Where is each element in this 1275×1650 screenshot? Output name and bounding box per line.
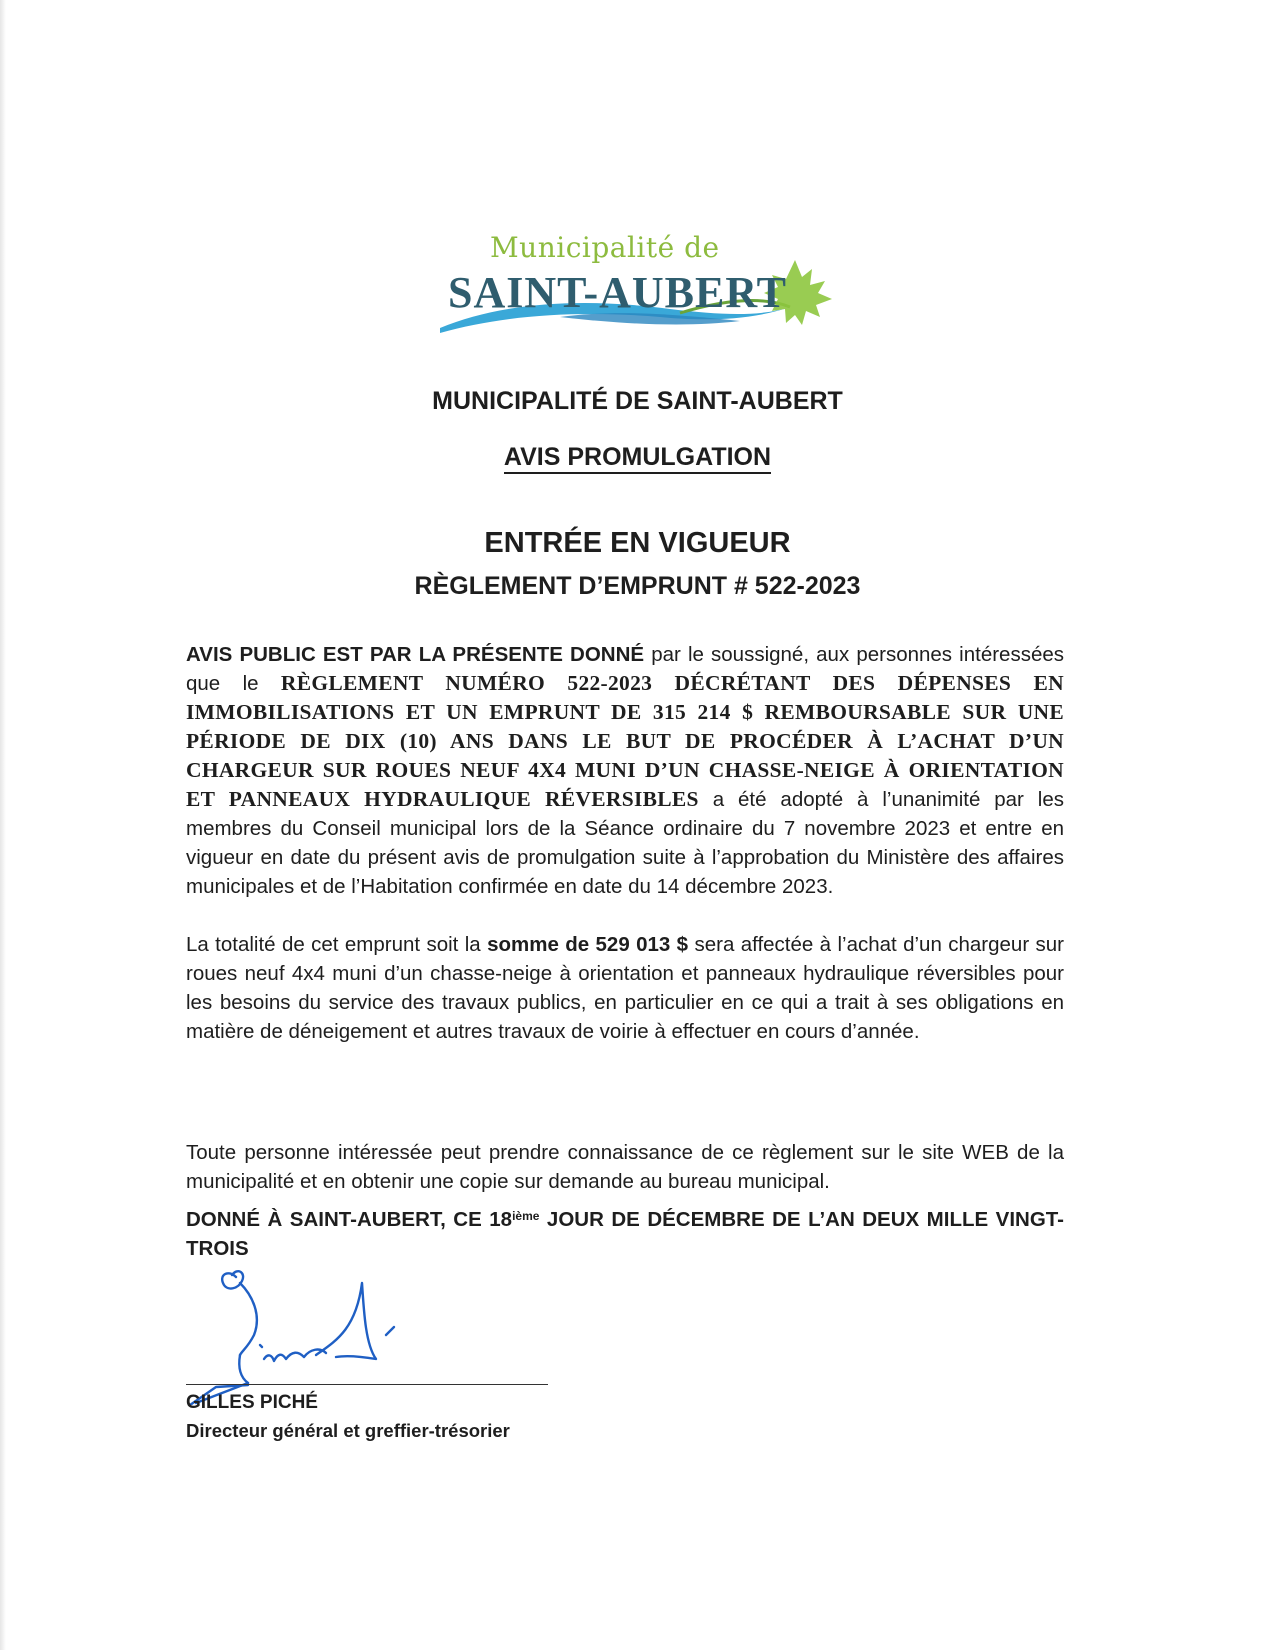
regulation-title: RÈGLEMENT NUMÉRO 522-2023 DÉCRÉTANT DES DÉPENSES EN IMMOBILISATIONS ET UN EMPRUNT DE 315 214 $ REMBOURSABLE SUR UNE PÉRIODE DE DIX (10) ANS DANS LE BUT DE PROCÉDER À L’ACHAT D’UN CHARGEUR SUR ROUES NEUF 4X4 MUNI D’UN CHASSE-NEIGE À ORIENTATION ET PANNEAUX HYDRAULIQUE RÉVERSIBLES: [186, 671, 1064, 811]
municipality-logo: [440, 225, 860, 355]
loan-text-1: La totalité de cet emprunt soit la: [186, 933, 488, 956]
notice-type-heading: [0, 443, 1275, 472]
logo-tagline: Municipalité de: [490, 231, 720, 264]
ordinal-suffix: ième: [512, 1209, 540, 1223]
logo-name: SAINT-AUBERT: [448, 268, 787, 317]
paragraph-public-notice: [186, 640, 1064, 901]
document-subtitle: RÈGLEMENT D’EMPRUNT # 522-2023: [414, 572, 861, 600]
loan-text-2: sera affectée à l’achat d’un chargeur sur roues neuf 4x4 muni d’un chasse-neige à orientation et panneaux hydraulique réversibles pour les besoins du service des travaux publics, en particulier en ce qui a trait à ses obligations en matière de déneigement et autres travaux de voirie à effectuer en cours d’année.: [186, 933, 1064, 1043]
given-at-after: JOUR DE DÉCEMBRE DE L’AN DEUX MILLE VINGT-TROIS: [186, 1208, 1064, 1260]
page-edge-shadow: [0, 0, 6, 1650]
organization-heading: MUNICIPALITÉ DE SAINT-AUBERT: [432, 387, 843, 415]
notice-text-1: par le soussigné, aux personnes intéressées que le: [186, 643, 1064, 695]
signature-icon: [176, 1255, 476, 1405]
notice-text-2: a été adopté à l’unanimité par les membres du Conseil municipal lors de la Séance ordinaire du 7 novembre 2023 et entre en vigueur en date du présent avis de promulgation suite à l’approbation du Ministère des affaires municipales et de l’Habitation confirmée en date du 14 décembre 2023.: [186, 788, 1065, 898]
signature-line: [186, 1384, 548, 1385]
signer-name: GILLES PICHÉ: [186, 1392, 318, 1413]
notice-lead: AVIS PUBLIC EST PAR LA PRÉSENTE DONNÉ: [186, 643, 645, 666]
given-at-before: DONNÉ À SAINT-AUBERT, CE 18: [186, 1208, 513, 1231]
signer-title: Directeur général et greffier-trésorier: [186, 1420, 510, 1441]
loan-amount: somme de 529 013 $: [487, 933, 689, 956]
document-title: ENTRÉE EN VIGUEUR: [484, 527, 791, 559]
notice-type-text: AVIS PROMULGATION: [504, 443, 771, 474]
paragraph-consultation: Toute personne intéressée peut prendre connaissance de ce règlement sur le site WEB de la municipalité et en obtenir une copie sur demande au bureau municipal.: [186, 1141, 1064, 1193]
paragraph-loan-amount: [186, 930, 1064, 1046]
